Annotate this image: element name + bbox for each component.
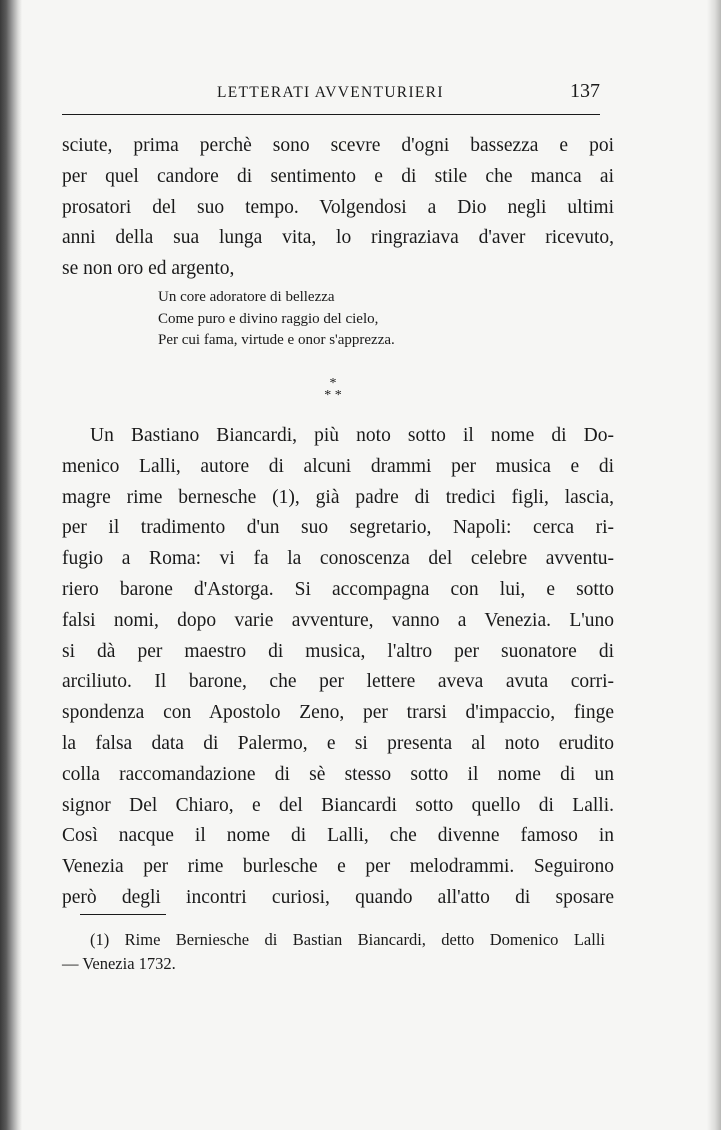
verse-line: Come puro e divino raggio del cielo, [158,310,379,327]
page-binding-shadow [0,0,22,1130]
verse-line: Un core adoratore di bellezza [158,289,335,305]
text-line: Un Bastiano Biancardi, più noto sotto il nome di Do- [90,425,614,446]
text-line: però degli incontri curiosi, quando all'atto di sposare [62,886,614,908]
running-head: LETTERATI AVVENTURIERI [217,84,444,101]
text-line: fugio a Roma: vi fa la conoscenza del celebre avventu- [62,548,614,570]
page-edge-shadow [707,0,721,1130]
text-line: Così nacque il nome di Lalli, che divenne famoso in [62,825,614,847]
footnote-rule [80,914,166,915]
text-line: colla raccomandazione di sè stesso sotto il nome di un [62,763,614,785]
footnote-line: — Venezia 1732. [62,954,176,973]
text-line: magre rime bernesche (1), già padre di tredici figli, lascia, [62,486,614,508]
text-line: prosatori del suo tempo. Volgendosi a Dio negli ultimi [62,196,614,218]
verse-line: Per cui fama, virtude e onor s'apprezza. [158,332,395,348]
text-line: spondenza con Apostolo Zeno, per trarsi d'impaccio, finge [62,702,614,724]
text-line: per quel candore di sentimento e di stile che manca ai [62,165,614,187]
text-line: arciliuto. Il barone, che per lettere aveva avuta corri- [62,671,614,693]
text-line: per il tradimento d'un suo segretario, Napoli: cerca ri- [62,517,614,539]
text-line: riero barone d'Astorga. Si accompagna con lui, e sotto [62,578,614,600]
text-line: se non oro ed argento, [62,258,235,280]
verse-quotation [158,287,518,352]
text-line: si dà per maestro di musica, l'altro per suonatore di [62,640,614,662]
paragraph-top [62,131,614,285]
paragraph-main [62,421,614,914]
header-rule [62,114,600,115]
asterism-bottom: * * [324,388,342,403]
text-line: signor Del Chiaro, e del Biancardi sotto quello di Lalli. [62,794,614,816]
footnote-line: (1) Rime Berniesche di Bastian Biancardi, detto Domenico Lalli [90,930,605,949]
page-number: 137 [570,80,600,102]
text-line: sciute, prima perchè sono scevre d'ogni bassezza e poi [62,135,614,156]
text-line: Venezia per rime burlesche e per melodrammi. Seguirono [62,856,614,878]
page-header [62,80,600,106]
asterism-top: * [329,376,337,391]
text-line: la falsa data di Palermo, e si presenta al noto erudito [62,732,614,754]
text-line: anni della sua lunga vita, lo ringraziava d'aver ricevuto, [62,227,614,249]
text-line: menico Lalli, autore di alcuni drammi per musica e di [62,455,614,477]
text-line: falsi nomi, dopo varie avventure, vanno a Venezia. L'uno [62,609,614,631]
asterism-separator [318,378,348,404]
footnote [62,928,605,976]
